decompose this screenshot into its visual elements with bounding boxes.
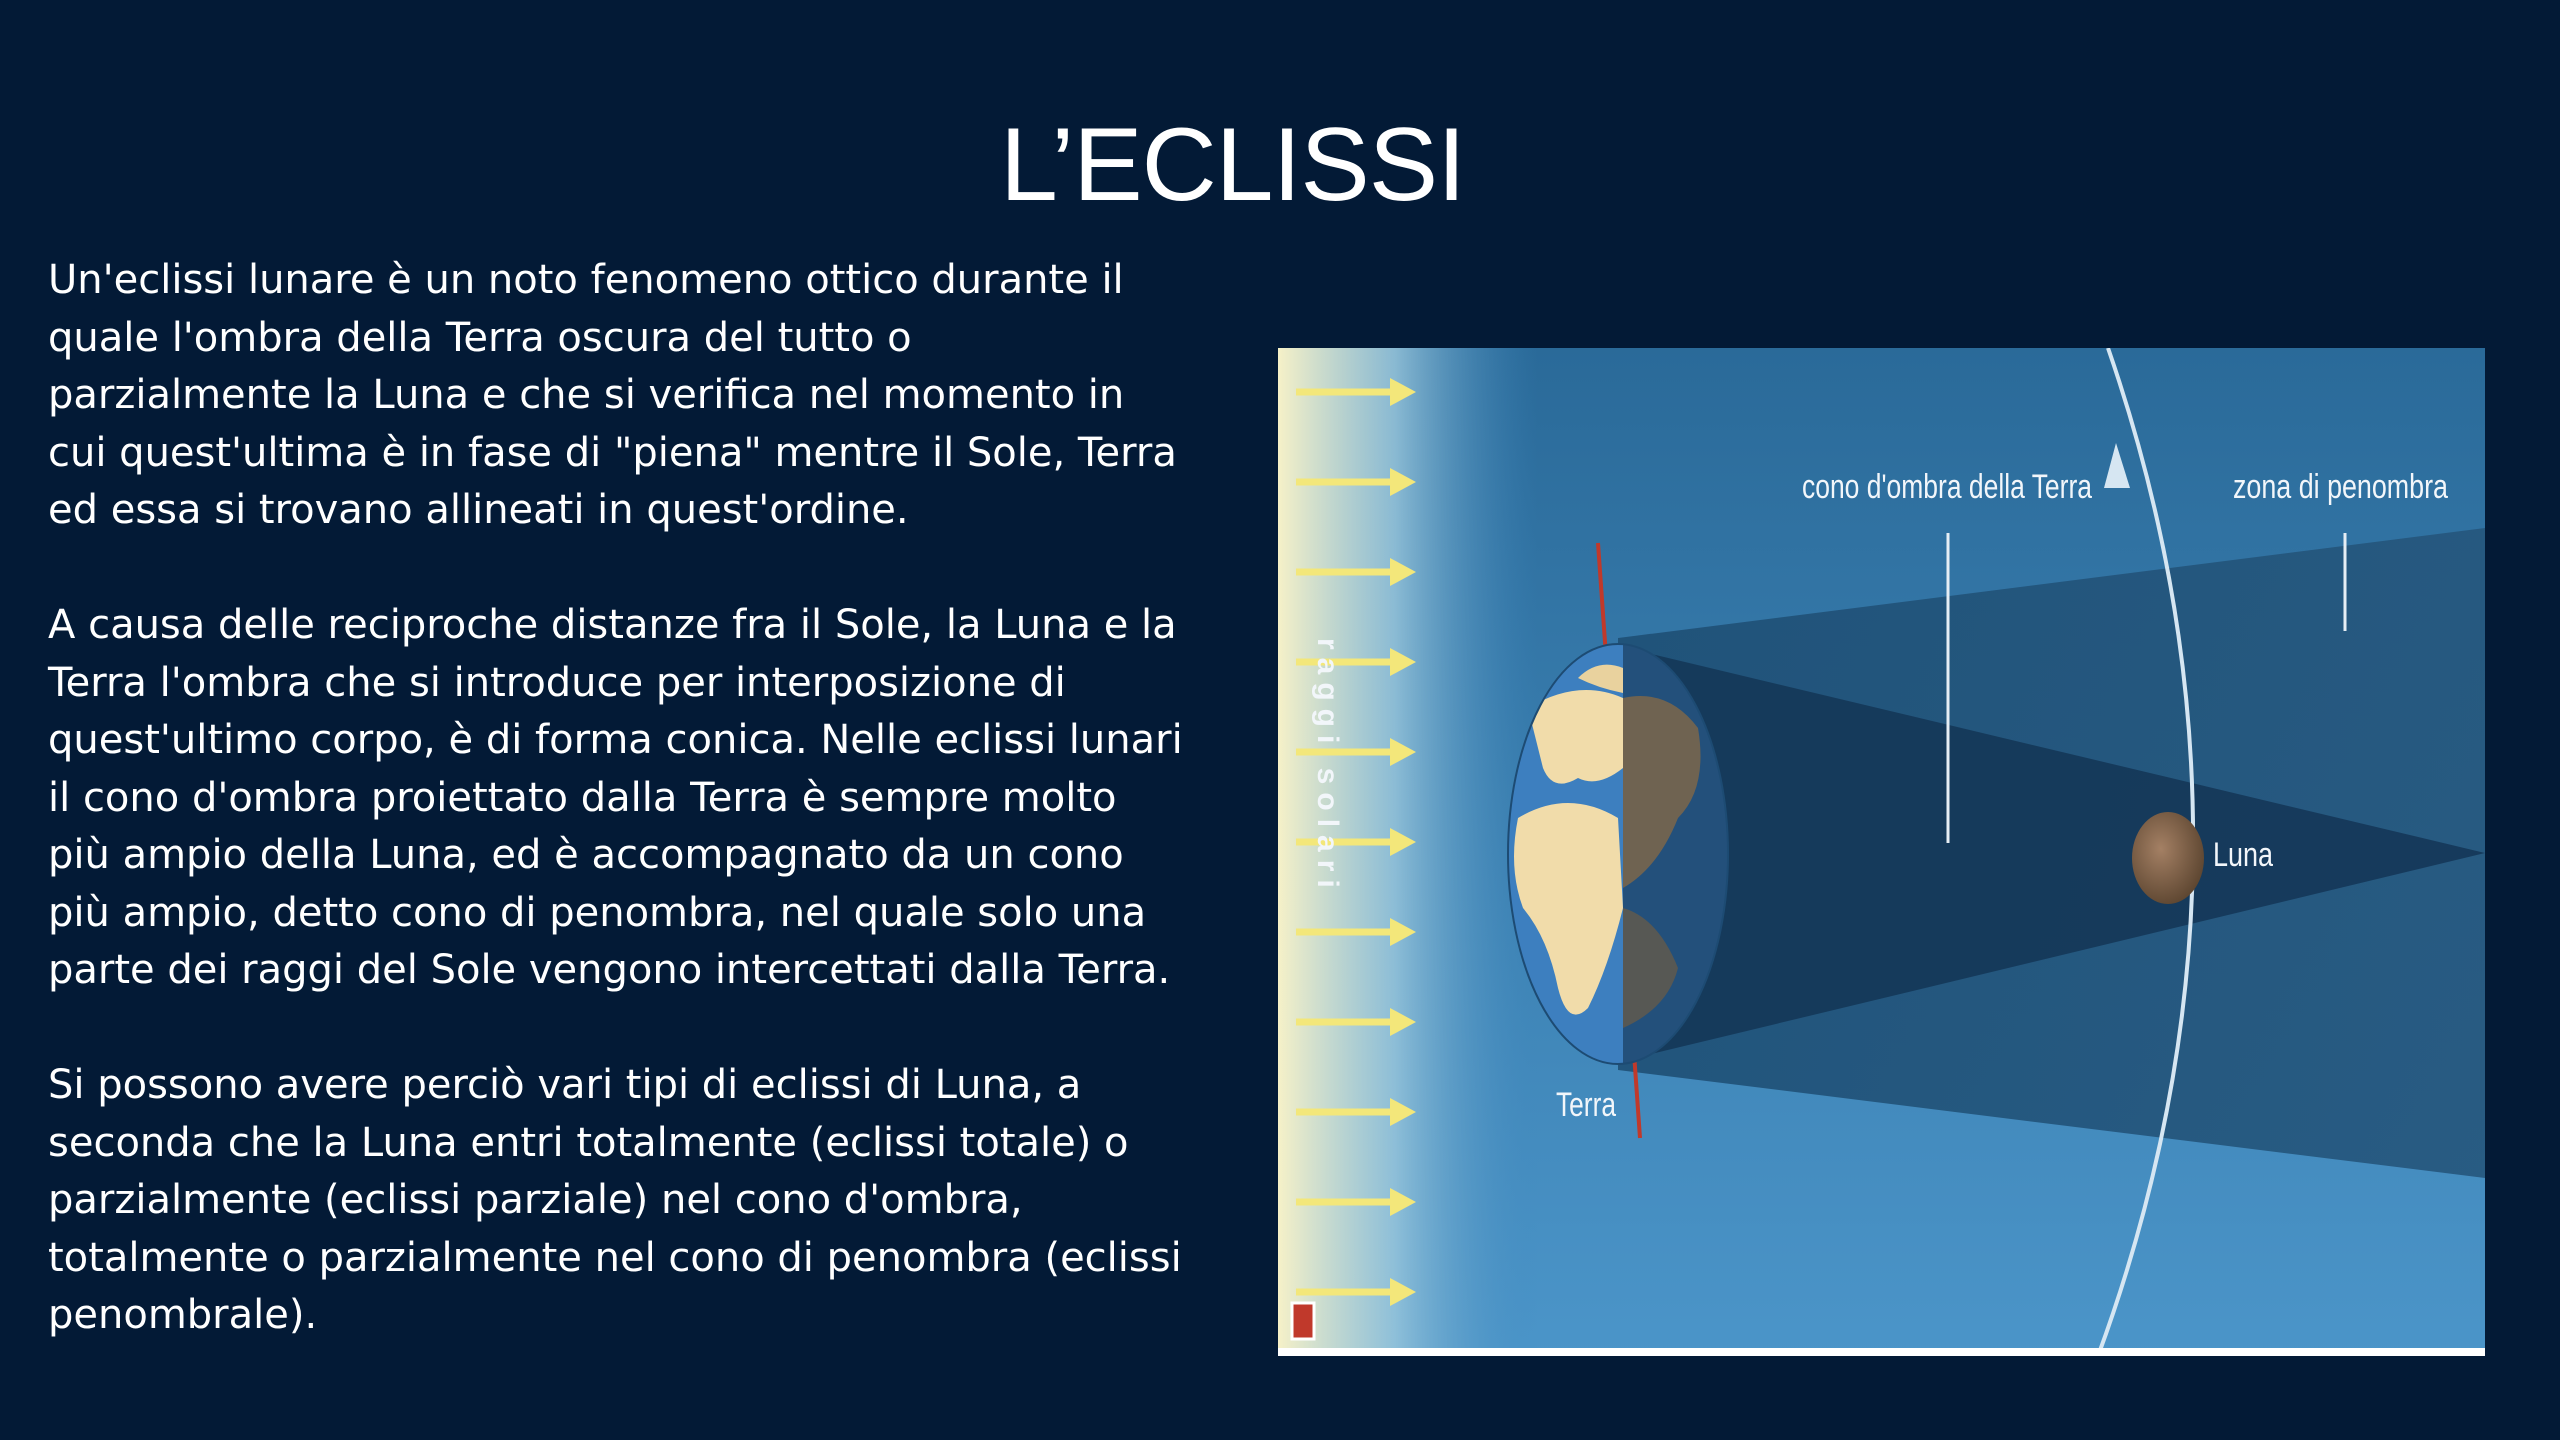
slide-title: L’ECLISSI <box>1000 107 1466 223</box>
publisher-logo <box>1292 1303 1314 1339</box>
figure-bottom-border <box>1278 1348 2485 1356</box>
penumbra-label: zona di penombra <box>2233 468 2449 506</box>
umbra-label: cono d'ombra della Terra <box>1802 468 2093 506</box>
sun-rays-label: raggi solari <box>1311 638 1344 896</box>
paragraph-cone: A causa delle reciproche distanze fra il Sole, la Luna e la Terra l'ombra che si introduce per interposizione di quest'ultimo corpo, è di forma conica. Nelle eclissi lunari il cono d'ombra proiettato dalla Terra è sempre molto più ampio della Luna, ed è accompagnato da un cono più ampio, detto cono di penombra, nel quale solo una parte dei raggi del Sole vengono intercettati dalla Terra. <box>48 602 1183 993</box>
body-text <box>48 252 1198 1402</box>
eclipse-diagram <box>1278 348 2485 1356</box>
eclipse-diagram-svg <box>1278 348 2485 1356</box>
paragraph-intro: Un'eclissi lunare è un noto fenomeno ottico durante il quale l'ombra della Terra oscura del tutto o parzialmente la Luna e che si verifica nel momento in cui quest'ultima è in fase di "piena" mentre il Sole, Terra ed essa si trovano allineati in quest'ordine. <box>48 257 1177 533</box>
earth-label: Terra <box>1556 1086 1617 1124</box>
paragraph-types: Si possono avere perciò vari tipi di eclissi di Luna, a seconda che la Luna entri totalmente (eclissi totale) o parzialmente (eclissi parziale) nel cono d'ombra, totalmente o parzialmente nel cono di penombra (eclissi penombrale). <box>48 1062 1182 1338</box>
moon <box>2132 812 2204 904</box>
moon-label: Luna <box>2213 836 2274 874</box>
